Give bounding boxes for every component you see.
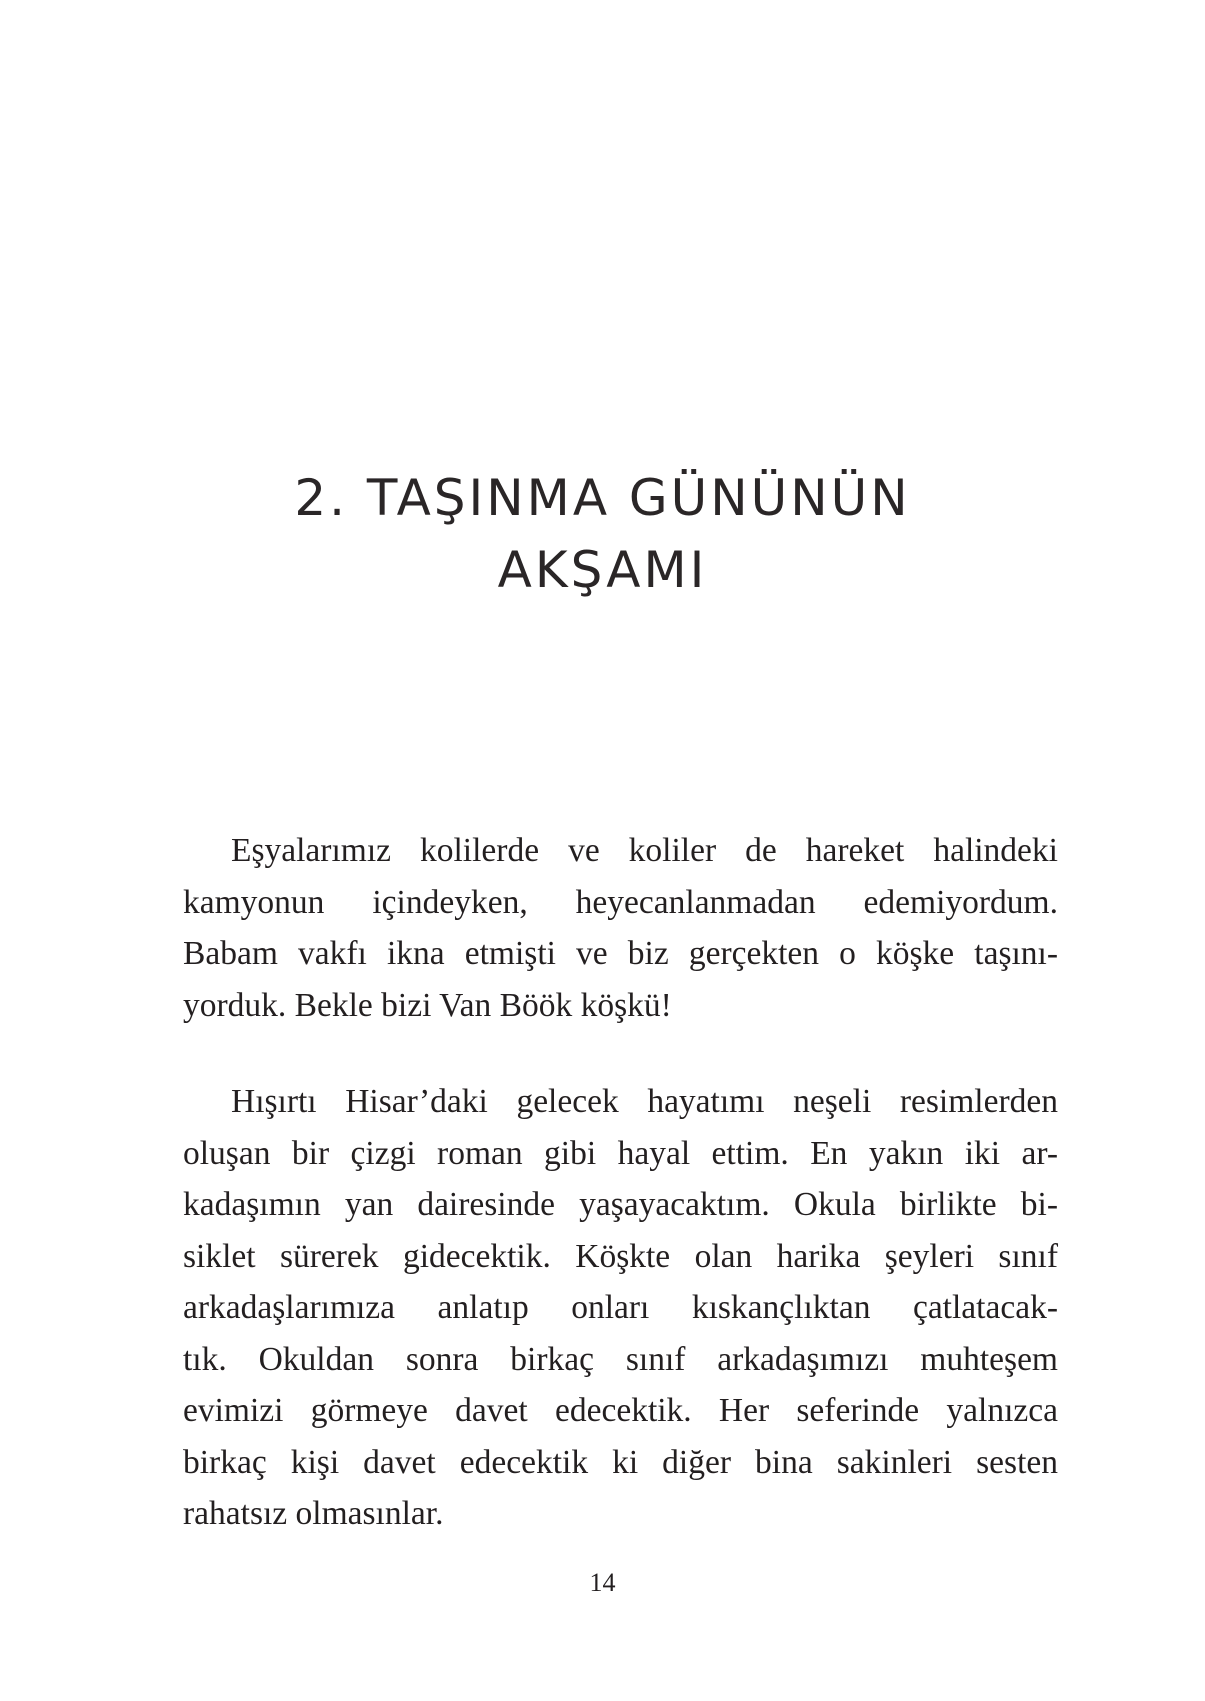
- paragraph-line: yorduk. Bekle bizi Van Böök köşkü!: [183, 986, 672, 1024]
- paragraph-line: birkaç kişi davet edecektik ki diğer bina sakinleri sesten: [183, 1443, 1058, 1481]
- chapter-title-line-1: 2. TAŞINMA GÜNÜNÜN: [294, 469, 911, 527]
- paragraph-line: rahatsız olmasınlar.: [183, 1495, 444, 1532]
- page-number: 14: [589, 1568, 616, 1597]
- chapter-title-line-2: AKŞAMI: [497, 541, 708, 599]
- paragraph-line: siklet sürerek gidecektik. Köşkte olan harika şeyleri sınıf: [183, 1237, 1058, 1275]
- paragraph-line: kadaşımın yan dairesinde yaşayacaktım. Okula birlikte bi-: [183, 1186, 1058, 1223]
- paragraph-1: [183, 825, 1058, 1031]
- chapter-title: [0, 462, 1205, 606]
- paragraph-line: evimizi görmeye davet edecektik. Her seferinde yalnızca: [183, 1392, 1058, 1429]
- paragraph-line: kamyonun içindeyken, heyecanlanmadan edemiyordum.: [183, 883, 1058, 921]
- paragraph-line: arkadaşlarımıza anlatıp onları kıskançlıktan çatlatacak-: [183, 1289, 1058, 1326]
- paragraph-line: Eşyalarımız kolilerde ve koliler de hareket halindeki: [231, 832, 1058, 869]
- paragraph-2: [183, 1076, 1058, 1540]
- paragraph-line: Babam vakfı ikna etmişti ve biz gerçekten o köşke taşını-: [183, 935, 1058, 972]
- paragraph-line: Hışırtı Hisar’daki gelecek hayatımı neşeli resimlerden: [231, 1083, 1058, 1120]
- paragraph-line: oluşan bir çizgi roman gibi hayal ettim. En yakın iki ar-: [183, 1134, 1058, 1172]
- paragraph-line: tık. Okuldan sonra birkaç sınıf arkadaşımızı muhteşem: [183, 1340, 1058, 1378]
